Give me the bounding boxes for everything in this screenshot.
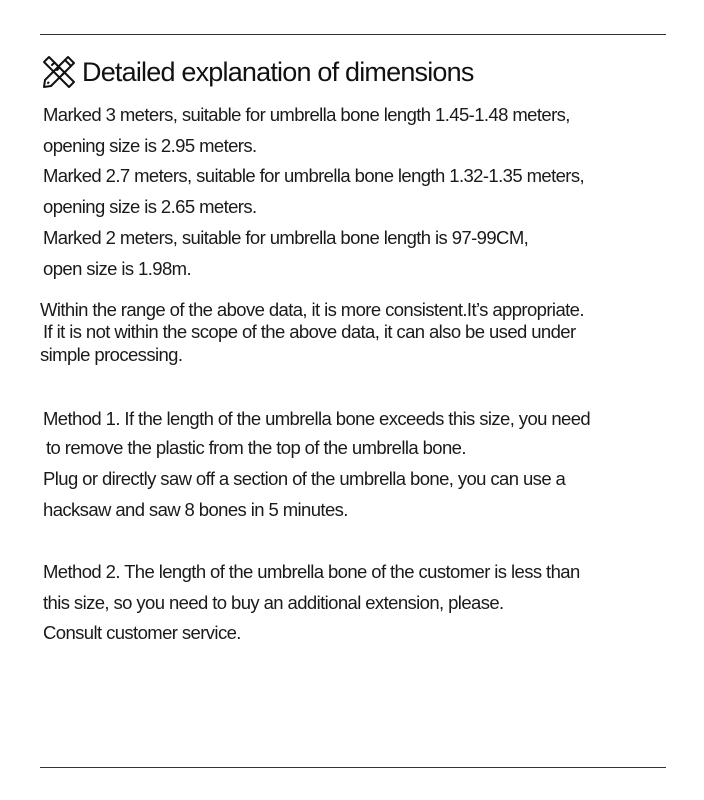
size-line: Marked 3 meters, suitable for umbrella bone length 1.45-1.48 meters, (43, 104, 570, 125)
method2-line: Consult customer service. (43, 622, 241, 643)
bottom-divider (40, 767, 666, 768)
size-line: opening size is 2.65 meters. (43, 196, 257, 217)
size-line: opening size is 2.95 meters. (43, 135, 257, 156)
method2-line: this size, so you need to buy an additional extension, please. (43, 592, 504, 613)
pencil-ruler-icon (40, 53, 78, 91)
range-note-line: simple processing. (40, 344, 183, 365)
range-note-line: If it is not within the scope of the above data, it can also be used under (43, 321, 576, 342)
size-line: Marked 2 meters, suitable for umbrella bone length is 97-99CM, (43, 227, 529, 248)
method1-line: hacksaw and saw 8 bones in 5 minutes. (43, 499, 348, 520)
method1-line: to remove the plastic from the top of the umbrella bone. (46, 437, 466, 458)
section-header (40, 52, 474, 92)
size-line: Marked 2.7 meters, suitable for umbrella bone length 1.32-1.35 meters, (43, 165, 585, 186)
method1-line: Plug or directly saw off a section of the umbrella bone, you can use a (43, 468, 566, 489)
top-divider (40, 34, 666, 35)
method2-line: Method 2. The length of the umbrella bone of the customer is less than (43, 561, 580, 582)
range-note-line: Within the range of the above data, it is more consistent.It’s appropriate. (40, 299, 584, 320)
method1-line: Method 1. If the length of the umbrella bone exceeds this size, you need (43, 408, 591, 429)
size-line: open size is 1.98m. (43, 258, 191, 279)
page-title: Detailed explanation of dimensions (82, 56, 474, 87)
